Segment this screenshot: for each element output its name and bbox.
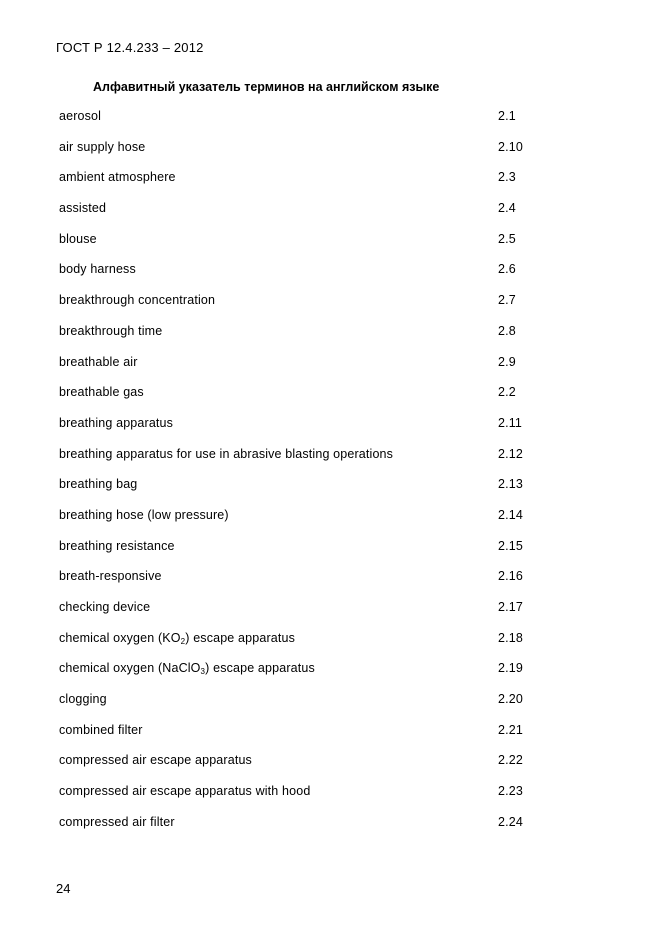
- term-reference: 2.8: [498, 323, 516, 338]
- term-label: aerosol: [59, 109, 102, 123]
- index-row: [59, 140, 539, 171]
- index-row: [59, 539, 539, 570]
- term-reference: 2.17: [498, 600, 523, 614]
- term-label: breathable air: [59, 354, 138, 369]
- term-reference: 2.16: [498, 569, 523, 584]
- index-row: [59, 508, 539, 539]
- term-label: checking device: [59, 600, 151, 614]
- index-row: [59, 385, 539, 416]
- term-label: breath-responsive: [59, 569, 162, 584]
- index-row: [59, 293, 539, 324]
- term-label: combined filter: [59, 722, 143, 737]
- index-row: [59, 109, 539, 140]
- term-label: air supply hose: [59, 139, 146, 154]
- index-row: [59, 262, 539, 293]
- index-row: [59, 355, 539, 386]
- term-reference: 2.20: [498, 692, 523, 707]
- term-label: breathing apparatus: [59, 415, 174, 430]
- index-title: Алфавитный указатель терминов на английском языке: [93, 80, 440, 94]
- term-label: breathing apparatus for use in abrasive blasting operations: [59, 446, 394, 461]
- index-row: [59, 477, 539, 508]
- term-text-prefix: chemical oxygen (NaClO: [59, 661, 201, 676]
- term-reference: 2.24: [498, 814, 523, 829]
- term-reference: 2.18: [498, 630, 523, 645]
- index-row: [59, 447, 539, 478]
- term-index-list: [59, 109, 539, 846]
- term-reference: 2.4: [498, 201, 516, 216]
- chemical-subscript: 3: [200, 667, 206, 677]
- term-label: breakthrough concentration: [59, 293, 216, 308]
- term-reference: 2.19: [498, 661, 523, 676]
- term-label: compressed air escape apparatus: [59, 753, 252, 768]
- index-row: [59, 631, 539, 662]
- index-row: [59, 201, 539, 232]
- term-reference: 2.15: [498, 538, 523, 553]
- term-label: [59, 631, 295, 646]
- index-row: [59, 723, 539, 754]
- term-label: blouse: [59, 231, 97, 246]
- term-reference: 2.10: [498, 139, 523, 154]
- term-label: breathing bag: [59, 477, 138, 492]
- term-label: body harness: [59, 262, 136, 277]
- page-number: 24: [56, 881, 71, 896]
- chemical-subscript: 2: [180, 636, 186, 646]
- index-row: [59, 815, 539, 846]
- term-reference: 2.14: [498, 507, 523, 522]
- term-reference: 2.5: [498, 231, 516, 246]
- term-reference: 2.7: [498, 293, 516, 308]
- index-row: [59, 661, 539, 692]
- index-row: [59, 324, 539, 355]
- index-row: [59, 784, 539, 815]
- term-label: ambient atmosphere: [59, 170, 176, 185]
- document-header: ГОСТ Р 12.4.233 – 2012: [56, 40, 204, 55]
- term-reference: 2.21: [498, 722, 523, 737]
- index-row: [59, 600, 539, 631]
- term-reference: 2.9: [498, 354, 516, 369]
- index-row: [59, 416, 539, 447]
- term-label: compressed air filter: [59, 814, 175, 829]
- term-reference: 2.2: [498, 385, 516, 400]
- term-label: [59, 661, 315, 676]
- index-row: [59, 753, 539, 784]
- term-label: clogging: [59, 692, 107, 707]
- term-reference: 2.6: [498, 262, 516, 277]
- term-label: assisted: [59, 201, 107, 216]
- term-text-prefix: chemical oxygen (KO: [59, 630, 181, 645]
- term-reference: 2.1: [498, 109, 516, 123]
- index-row: [59, 569, 539, 600]
- term-reference: 2.12: [498, 446, 523, 461]
- term-label: breathing hose (low pressure): [59, 507, 229, 522]
- term-label: breakthrough time: [59, 323, 163, 338]
- index-row: [59, 232, 539, 263]
- term-reference: 2.23: [498, 784, 523, 799]
- term-reference: 2.11: [498, 415, 523, 430]
- index-row: [59, 170, 539, 201]
- term-reference: 2.13: [498, 477, 523, 492]
- term-reference: 2.3: [498, 170, 516, 185]
- term-text-suffix: ) escape apparatus: [205, 661, 315, 676]
- index-row: [59, 692, 539, 723]
- term-reference: 2.22: [498, 753, 523, 768]
- term-label: breathable gas: [59, 385, 144, 400]
- term-text-suffix: ) escape apparatus: [185, 630, 295, 645]
- term-label: breathing resistance: [59, 538, 175, 553]
- term-label: compressed air escape apparatus with hood: [59, 784, 311, 799]
